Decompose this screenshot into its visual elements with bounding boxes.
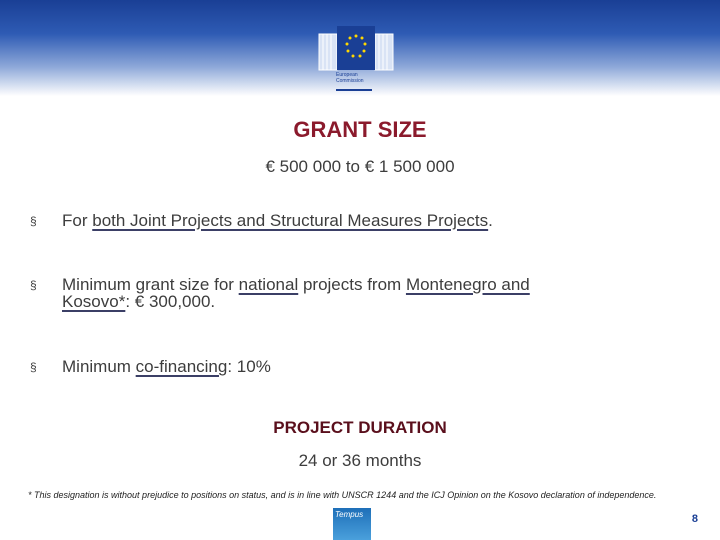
logo-underline bbox=[336, 89, 372, 91]
bullet-text: Minimum bbox=[62, 357, 136, 376]
underlined-phrase: Kosovo* bbox=[62, 292, 126, 311]
underlined-phrase: both Joint Projects and Structural Measures Projects bbox=[92, 211, 489, 230]
footnote: * This designation is without prejudice to positions on status, and is in line with UNSCR 1244 and the ICJ Opinion on the Kosovo declaration of independence. bbox=[28, 490, 657, 500]
bullet-text: For bbox=[62, 211, 93, 230]
bullet-marker: § bbox=[30, 214, 37, 228]
bullet-text: Minimum grant size for bbox=[62, 275, 239, 294]
bullet-marker: § bbox=[30, 278, 37, 292]
underlined-phrase: Montenegro and bbox=[405, 275, 530, 294]
underlined-phrase: national bbox=[238, 275, 299, 294]
logo-line-1: European bbox=[336, 72, 358, 78]
page-number: 8 bbox=[691, 513, 698, 525]
grant-range: € 500 000 to € 1 500 000 bbox=[265, 157, 455, 176]
bullet-text: : € 300,000. bbox=[125, 292, 216, 311]
logo-text bbox=[336, 72, 396, 84]
bullet-marker: § bbox=[30, 360, 37, 374]
bullet-item-project-types bbox=[62, 212, 672, 229]
bullet-item-cofinancing bbox=[62, 358, 672, 375]
bullet-text: projects from bbox=[298, 275, 406, 294]
bullet-item-minimum-grant bbox=[62, 276, 672, 310]
tempus-logo bbox=[333, 508, 371, 540]
tempus-label: Tempus bbox=[335, 510, 364, 519]
bullet-text: . bbox=[488, 211, 493, 230]
project-duration-value: 24 or 36 months bbox=[298, 451, 422, 470]
project-duration-title: PROJECT DURATION bbox=[273, 418, 447, 437]
logo-line-2: Commission bbox=[336, 78, 364, 84]
slide-title: GRANT SIZE bbox=[293, 117, 427, 142]
bullet-text: : 10% bbox=[227, 357, 271, 376]
underlined-phrase: co-financing bbox=[135, 357, 228, 376]
